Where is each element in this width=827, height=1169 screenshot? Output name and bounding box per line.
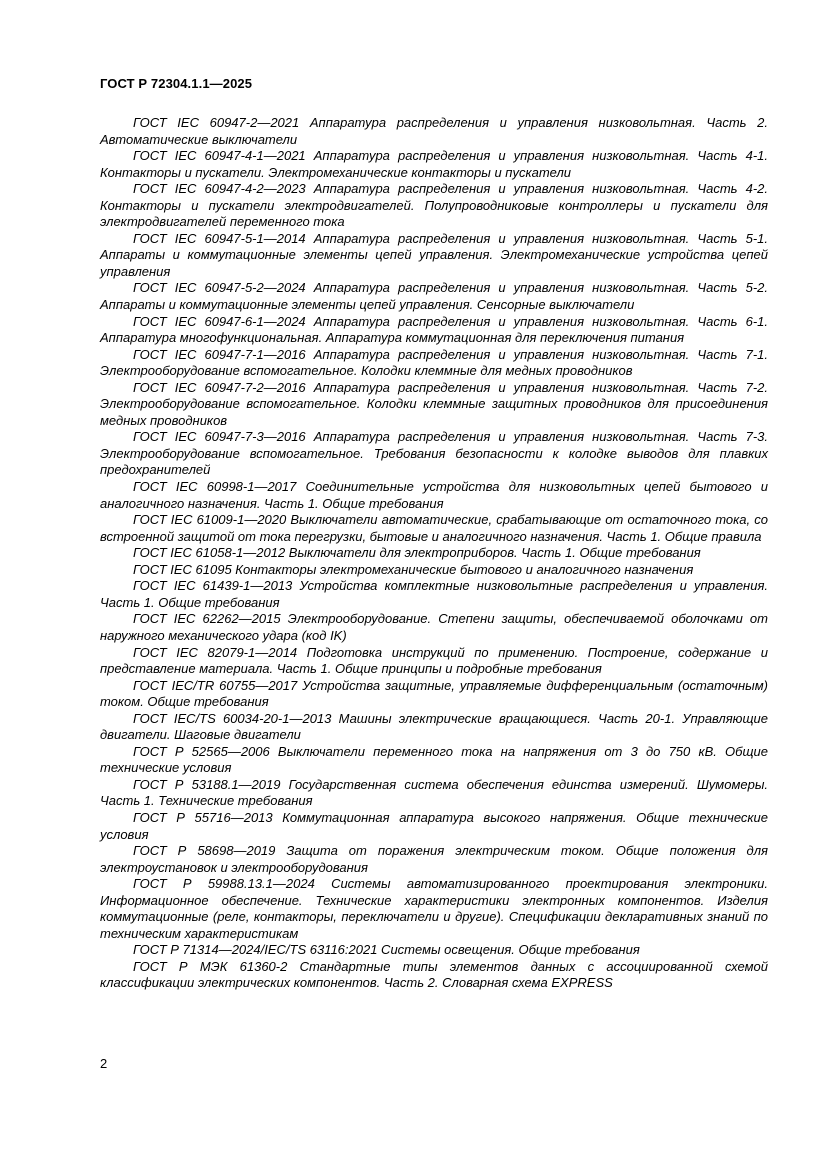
reference-item: ГОСТ IEC 60947-7-3—2016 Аппаратура распределения и управления низковольтная. Часть 7-3. Электрооборудование вспомогательное. Требования безопасности к колодке выводов для плавких предохранителей	[100, 429, 768, 478]
reference-item: ГОСТ IEC 60947-4-2—2023 Аппаратура распределения и управления низковольтная. Часть 4-2. Контакторы и пускатели электродвигателей. Полупроводниковые контроллеры и пускатели для электродвигателей переменного тока	[100, 181, 768, 230]
reference-item: ГОСТ IEC 60947-5-2—2024 Аппаратура распределения и управления низковольтная. Часть 5-2. Аппараты и коммутационные элементы цепей управления. Сенсорные выключатели	[100, 280, 768, 313]
reference-item: ГОСТ IEC 60947-7-2—2016 Аппаратура распределения и управления низковольтная. Часть 7-2. Электрооборудование вспомогательное. Колодки клеммные защитных проводников для присоединения медных проводников	[100, 379, 768, 428]
reference-item: ГОСТ IEC 61439-1—2013 Устройства комплектные низковольтные распределения и управления. Часть 1. Общие требования	[100, 578, 768, 610]
reference-item: ГОСТ IEC 60947-6-1—2024 Аппаратура распределения и управления низковольтная. Часть 6-1. Аппаратура многофункциональная. Аппаратура коммутационная для переключения питания	[100, 313, 768, 346]
reference-item: ГОСТ Р 59988.13.1—2024 Системы автоматизированного проектирования электроники. Информационное обеспечение. Технические характеристики электронных компонентов. Изделия коммутационные (реле, контакторы, переключатели и другие). Спецификации декларативных знаний по техническим характеристикам	[100, 876, 768, 941]
reference-item: ГОСТ Р 58698—2019 Защита от поражения электрическим током. Общие положения для электроустановок и электрооборудования	[100, 843, 768, 875]
reference-item: ГОСТ Р 55716—2013 Коммутационная аппаратура высокого напряжения. Общие технические условия	[100, 809, 768, 842]
reference-item: ГОСТ IEC 60947-4-1—2021 Аппаратура распределения и управления низковольтная. Часть 4-1. Контакторы и пускатели. Электромеханические контакторы и пускатели	[100, 148, 768, 180]
reference-item: ГОСТ IEC 82079-1—2014 Подготовка инструкций по применению. Построение, содержание и представление материала. Часть 1. Общие принципы и подробные требования	[100, 644, 768, 677]
reference-item: ГОСТ IEC 60947-2—2021 Аппаратура распределения и управления низковольтная. Часть 2. Автоматические выключатели	[100, 115, 768, 147]
reference-item: ГОСТ Р 52565—2006 Выключатели переменного тока на напряжения от 3 до 750 кВ. Общие технические условия	[100, 743, 768, 776]
reference-item: ГОСТ IEC 60947-5-1—2014 Аппаратура распределения и управления низковольтная. Часть 5-1. Аппараты и коммутационные элементы цепей управления. Электромеханические устройства цепей управления	[100, 230, 768, 279]
normative-references-list	[100, 115, 768, 992]
reference-item: ГОСТ IEC 61058-1—2012 Выключатели для электроприборов. Часть 1. Общие требования	[133, 545, 701, 561]
reference-item: ГОСТ IEC 61095 Контакторы электромеханические бытового и аналогичного назначения	[133, 561, 694, 577]
reference-item: ГОСТ IEC/TS 60034-20-1—2013 Машины электрические вращающиеся. Часть 20-1. Управляющие двигатели. Шаговые двигатели	[100, 710, 768, 743]
reference-item: ГОСТ IEC/TR 60755—2017 Устройства защитные, управляемые дифференциальным (остаточным) током. Общие требования	[100, 677, 768, 710]
document-header: ГОСТ Р 72304.1.1—2025	[100, 76, 253, 91]
page-number: 2	[100, 1056, 108, 1071]
reference-item: ГОСТ Р 53188.1—2019 Государственная система обеспечения единства измерений. Шумомеры. Часть 1. Технические требования	[100, 776, 768, 809]
reference-item: ГОСТ IEC 62262—2015 Электрооборудование. Степени защиты, обеспечиваемой оболочками от наружного механического удара (код IK)	[100, 611, 768, 643]
reference-item: ГОСТ IEC 61009-1—2020 Выключатели автоматические, срабатывающие от остаточного тока, со встроенной защитой от тока перегрузки, бытовые и аналогичного назначения. Часть 1. Общие правила	[100, 512, 768, 544]
reference-item: ГОСТ Р МЭК 61360-2 Стандартные типы элементов данных с ассоциированной схемой классификации электрических компонентов. Часть 2. Словарная схема EXPRESS	[100, 958, 768, 991]
reference-item: ГОСТ IEC 60998-1—2017 Соединительные устройства для низковольтных цепей бытового и аналогичного назначения. Часть 1. Общие требования	[100, 479, 768, 511]
reference-item: ГОСТ Р 71314—2024/IEC/TS 63116:2021 Системы освещения. Общие требования	[133, 942, 640, 958]
reference-item: ГОСТ IEC 60947-7-1—2016 Аппаратура распределения и управления низковольтная. Часть 7-1. Электрооборудование вспомогательное. Колодки клеммные для медных проводников	[100, 346, 768, 379]
